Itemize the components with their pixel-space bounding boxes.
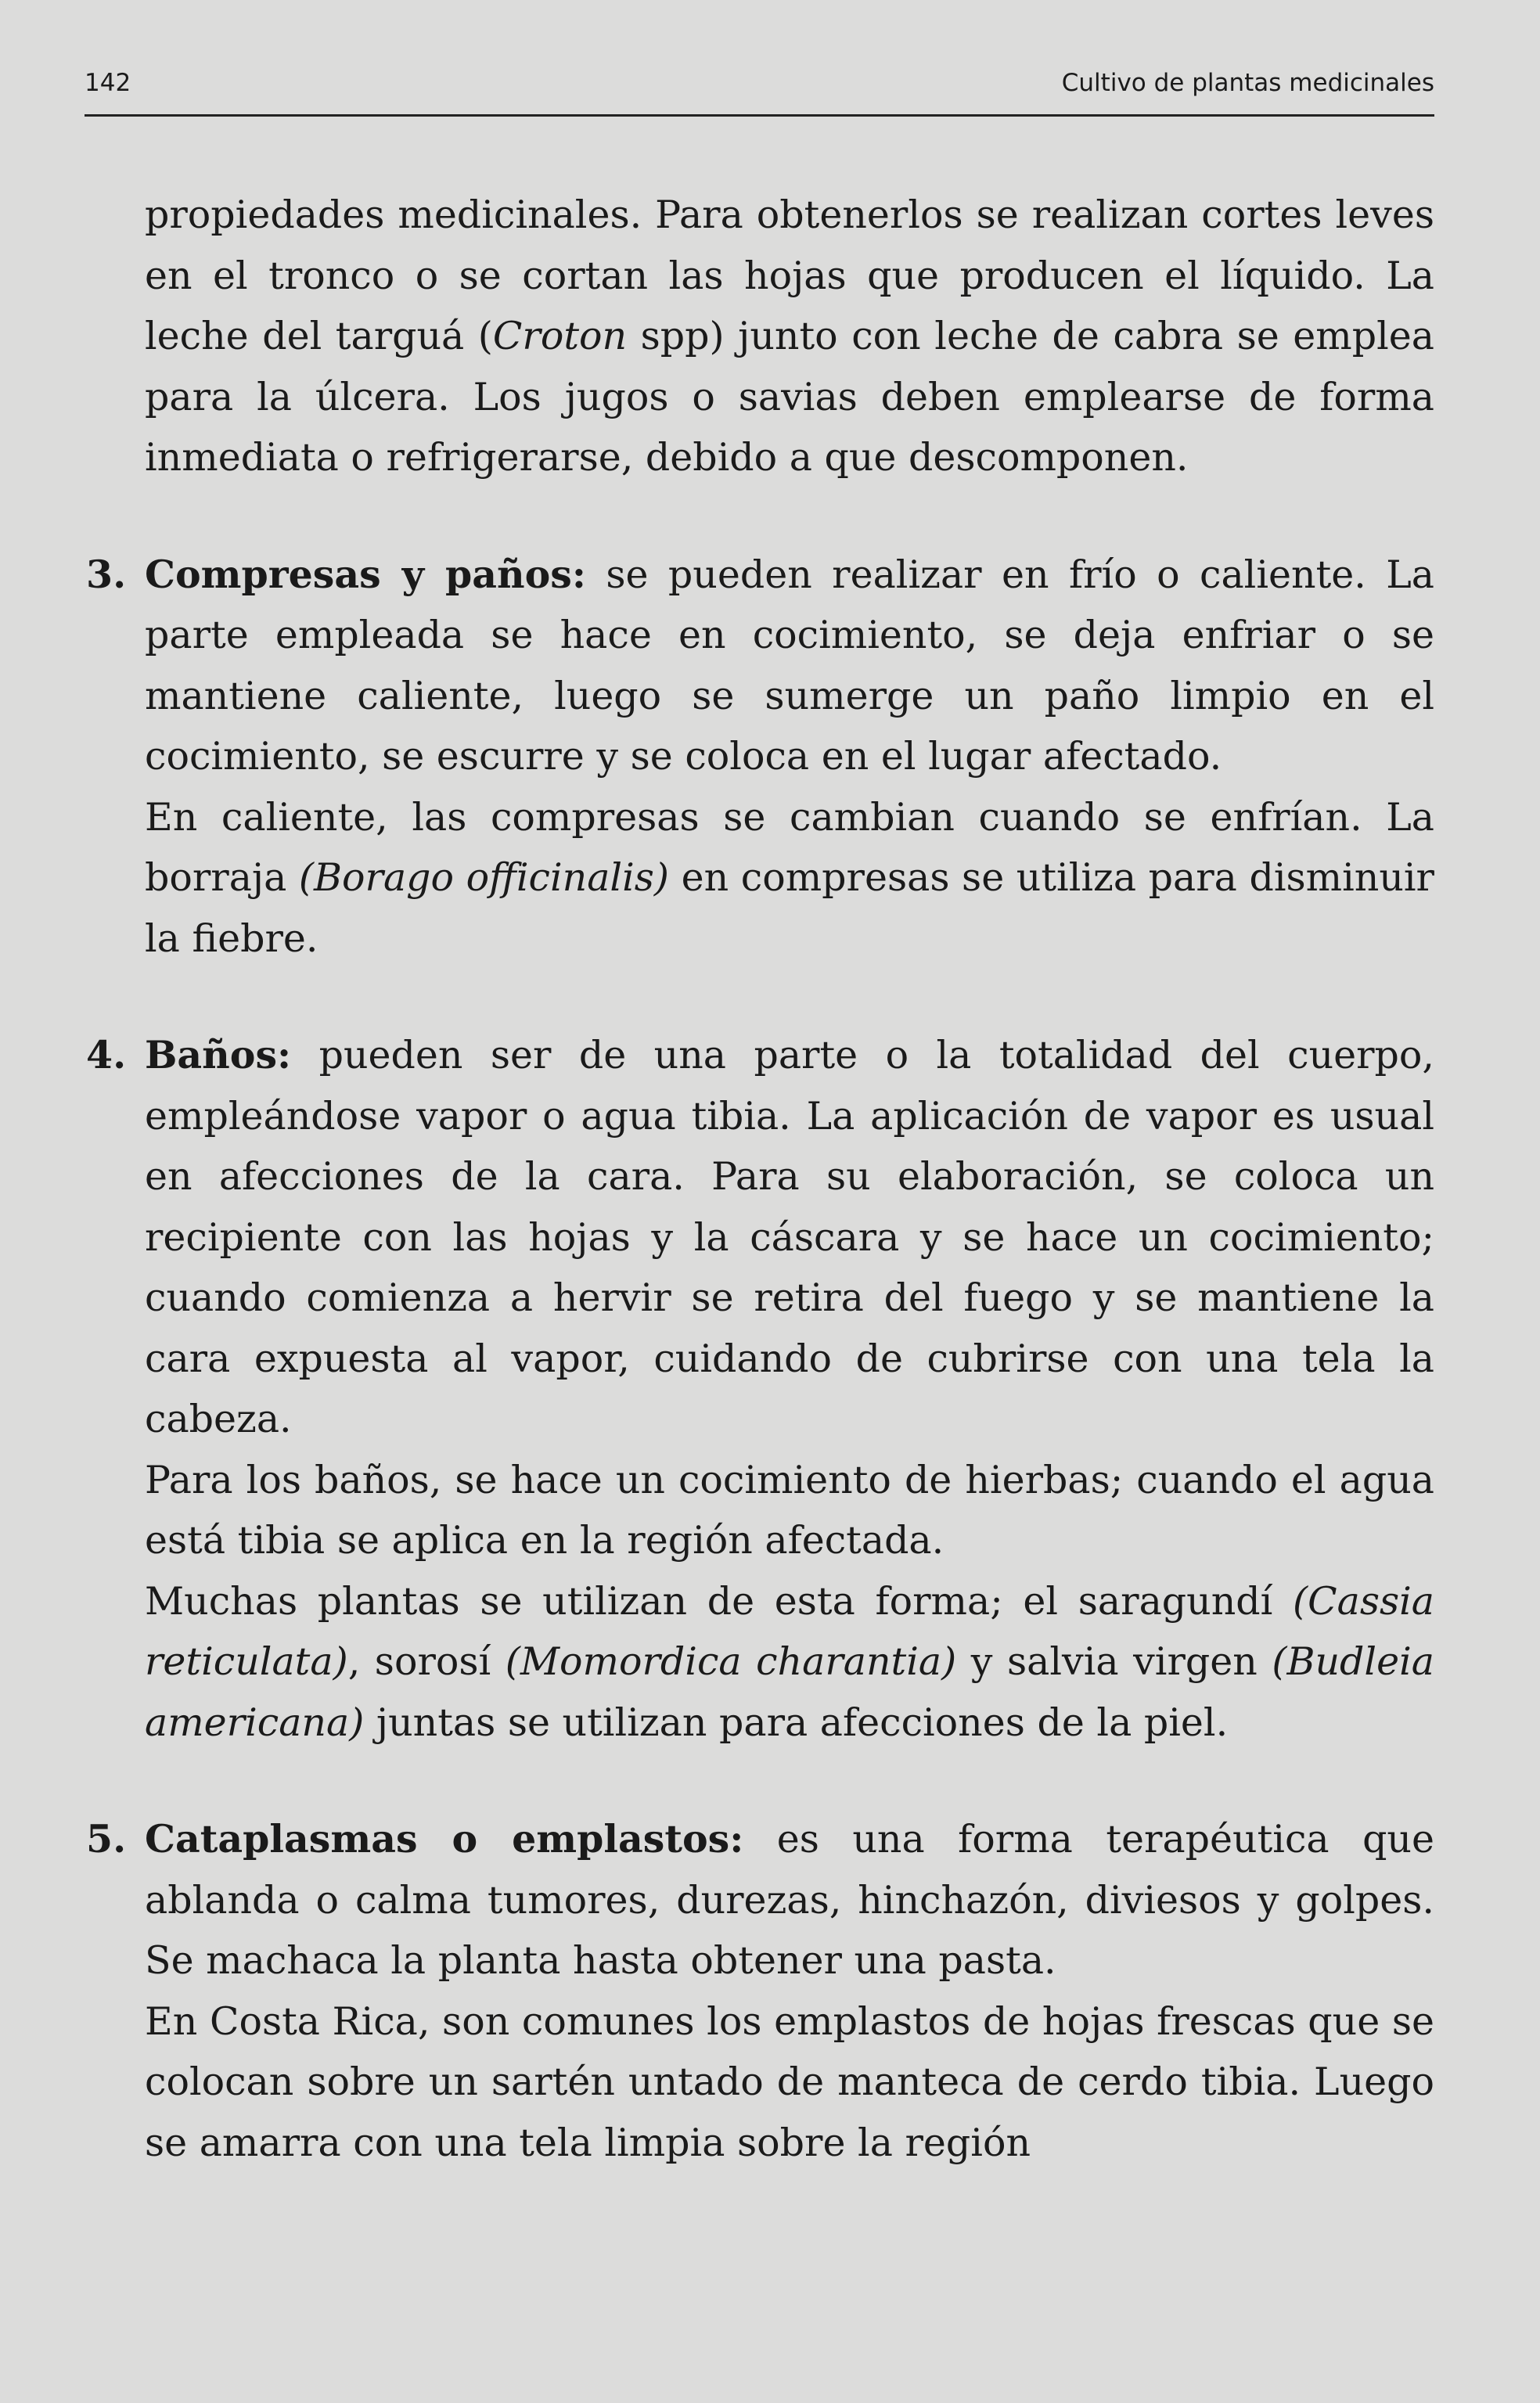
page-number: 142 xyxy=(85,69,131,97)
item-paragraph: Baños: pueden ser de una parte o la totalidad del cuerpo, empleándose vapor o agua tibia. La aplicación de vapor es usual en afecciones de la cara. Para su elaboración, se coloca un recipiente con las hojas y la cáscara y se hace un cocimiento; cuando comienza a hervir se retira del fuego y se mantiene la cara expuesta al vapor, cuidando de cubrirse con una tela la cabeza. xyxy=(145,1032,1434,1441)
item-term: Baños: xyxy=(145,1032,292,1077)
item-paragraph: Muchas plantas se utilizan de esta forma; el saragundí (Cassia reticulata), sorosí (Momordica charantia) y salvia virgen (Budleia americana) juntas se utilizan para afecciones de la piel. xyxy=(145,1578,1434,1745)
scientific-name: (Momordica charantia) xyxy=(505,1639,957,1684)
item-paragraph: En Costa Rica, son comunes los emplastos de hojas frescas que se colocan sobre un sartén untado de manteca de cerdo tibia. Luego se amarra con una tela limpia sobre la región xyxy=(145,1998,1434,2165)
croton-name: Croton xyxy=(492,314,628,358)
intro-paragraph xyxy=(86,185,1434,488)
item-paragraph: Cataplasmas o emplastos: es una forma terapéutica que ablanda o calma tumores, durezas, hinchazón, diviesos y golpes. Se machaca la planta hasta obtener una pasta. xyxy=(145,1816,1434,1983)
header-rule xyxy=(85,114,1434,117)
list-item-banos xyxy=(86,1025,1434,1753)
list-item-cataplasmas xyxy=(86,1809,1434,2173)
list-item-compresas xyxy=(86,545,1434,969)
item-number: 4. xyxy=(86,1032,127,1077)
item-number: 3. xyxy=(86,551,127,597)
item-paragraph: Compresas y paños: se pueden realizar en frío o caliente. La parte empleada se hace en cocimiento, se deja enfriar o se mantiene caliente, luego se sumerge un paño limpio en el cocimiento, se escurre y se coloca en el lugar afectado. xyxy=(145,551,1434,779)
item-number: 5. xyxy=(86,1816,127,1862)
body-text xyxy=(86,185,1434,2173)
item-term: Compresas y paños: xyxy=(145,551,586,597)
running-title: Cultivo de plantas medicinales xyxy=(1061,69,1434,97)
intro-text: propiedades medicinales. Para obtenerlos se realizan cortes leves en el tronco o se cortan las hojas que producen el líquido. La leche del targuá (Croton spp) junto con leche de cabra se emplea para la úlcera. Los jugos o savias deben emplearse de forma inmediata o refrigerarse, debido a que descomponen. xyxy=(145,192,1434,480)
scientific-name: (Budleia americana) xyxy=(145,1639,1434,1745)
scientific-name: (Cassia reticulata) xyxy=(145,1578,1434,1684)
item-term: Cataplasmas o emplastos: xyxy=(145,1816,744,1862)
item-paragraph: Para los baños, se hace un cocimiento de hierbas; cuando el agua está tibia se aplica en la región afectada. xyxy=(145,1457,1434,1563)
scientific-name: (Borago officinalis) xyxy=(298,855,670,900)
item-paragraph: En caliente, las compresas se cambian cuando se enfrían. La borraja (Borago officinalis) en compresas se utiliza para disminuir la fiebre. xyxy=(145,794,1434,961)
page-header xyxy=(85,69,1434,106)
